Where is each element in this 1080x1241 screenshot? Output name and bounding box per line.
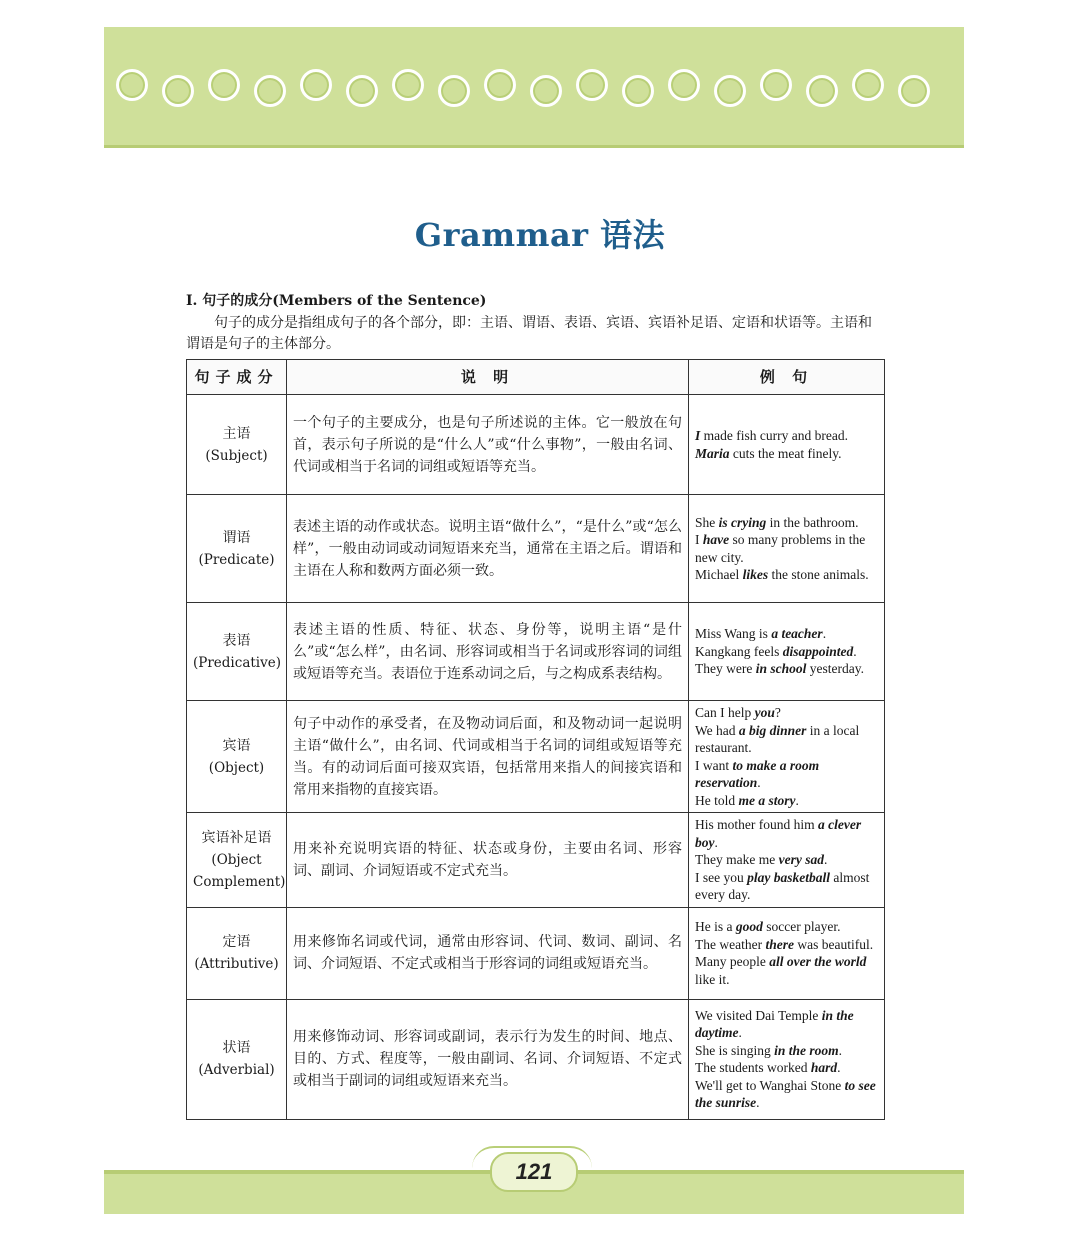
term-english: (Object Complement) [193,851,286,890]
examples-cell [689,999,885,1119]
example-sentence: They were in school yesterday. [695,661,864,677]
example-sentence: He told me a story. [695,792,799,808]
table-row [187,999,885,1119]
example-sentence: The weather there was beautiful. [695,936,874,952]
term-cell [187,701,287,813]
page-number: 121 [490,1152,578,1192]
header-banner [104,27,964,148]
decorative-circle [162,75,194,107]
example-sentence: She is crying in the bathroom. [695,514,859,530]
grammar-table [186,359,885,1120]
term-chinese: 宾语补足语 [201,829,272,846]
column-header-examples: 例 句 [689,360,885,395]
term-cell [187,999,287,1119]
description-cell: 用来补充说明宾语的特征、状态或身份，主要由名词、形容词、副词、介词短语或不定式充当。 [287,813,689,908]
example-sentence: We had a big dinner in a local restaurant. [695,722,860,755]
table-row [187,395,885,495]
decorative-circle [852,69,884,101]
description-cell: 表述主语的性质、特征、状态、身份等，说明主语“是什么”或“怎么样”，由名词、形容词或相当于名词或形容词的词组或短语等充当。表语位于连系动词之后，与之构成系表结构。 [287,603,689,701]
term-cell [187,813,287,908]
description-cell: 用来修饰动词、形容词或副词，表示行为发生的时间、地点、目的、方式、程度等，一般由副词、名词、介词短语、不定式或相当于副词的词组或短语来充当。 [287,999,689,1119]
page-title: Grammar 语法 [414,216,666,254]
decorative-circle [622,75,654,107]
table-row [187,603,885,701]
decorative-circle [116,69,148,101]
decorative-circle [254,75,286,107]
example-sentence: He is a good soccer player. [695,919,841,934]
description-cell: 句子中动作的承受者，在及物动词后面，和及物动词一起说明主语“做什么”，由名词、代词或相当于名词的词组或短语等充当。有的动词后面可接双宾语，包括常用来指人的间接宾语和常用来指物的直接宾语。 [287,701,689,813]
term-english: (Predicative) [193,654,281,671]
table-row [187,701,885,813]
example-sentence: Many people all over the world like it. [695,954,867,987]
example-sentence: She is singing in the room. [695,1042,843,1058]
description-cell: 一个句子的主要成分，也是句子所述说的主体。它一般放在句首，表示句子所说的是“什么人”或“什么事物”，一般由名词、代词或相当于名词的词组或短语等充当。 [287,395,689,495]
column-header-description: 说 明 [287,360,689,395]
description-cell: 表述主语的动作或状态。说明主语“做什么”，“是什么”或“怎么样”，一般由动词或动词短语来充当，通常在主语之后。谓语和主语在人称和数两方面必须一致。 [287,495,689,603]
decorative-circle [392,69,424,101]
decorative-circle [898,75,930,107]
table-row [187,495,885,603]
decorative-circle [668,69,700,101]
example-sentence: Can I help you? [695,705,781,720]
example-sentence: They make me very sad. [695,852,828,867]
term-english: (Object) [208,759,265,776]
example-sentence: The students worked hard. [695,1060,841,1075]
decorative-circle [208,69,240,101]
term-cell [187,603,287,701]
example-sentence: We visited Dai Temple in the daytime. [695,1007,854,1040]
term-chinese: 定语 [222,934,251,950]
table-header-row [187,360,885,395]
term-english: (Attributive) [194,956,279,972]
example-sentence: I see you play basketball almost every day. [695,869,870,902]
decorative-circle [300,69,332,101]
term-english: (Adverbial) [198,1062,275,1078]
example-sentence: I have so many problems in the new city. [695,532,866,565]
decorative-circle [576,69,608,101]
term-english: (Predicate) [198,551,275,568]
decorative-circle [346,75,378,107]
example-sentence: I want to make a room reservation. [695,757,820,790]
examples-cell [689,395,885,495]
examples-cell [689,603,885,701]
decorative-circle [438,75,470,107]
column-header-term: 句子成分 [187,360,287,395]
decorative-circle [530,75,562,107]
example-sentence: We'll get to Wanghai Stone to see the sunrise. [695,1077,876,1110]
term-chinese: 宾语 [222,737,251,754]
example-sentence: His mother found him a clever boy. [695,817,862,850]
table-row [187,813,885,908]
term-english: (Subject) [205,447,268,464]
section-heading: Ⅰ. 句子的成分(Members of the Sentence) [186,293,487,309]
examples-cell [689,907,885,999]
table-row [187,907,885,999]
decorative-circle [806,75,838,107]
decorative-circle [714,75,746,107]
term-chinese: 主语 [222,425,251,442]
term-cell [187,395,287,495]
decorative-circle [760,69,792,101]
term-chinese: 谓语 [222,529,251,546]
examples-cell [689,495,885,603]
term-chinese: 状语 [222,1040,251,1056]
term-chinese: 表语 [222,632,251,649]
term-cell [187,495,287,603]
example-sentence: Michael likes the stone animals. [695,567,869,582]
example-sentence: Kangkang feels disappointed. [695,643,857,659]
examples-cell [689,813,885,908]
examples-cell [689,701,885,813]
example-sentence: Miss Wang is a teacher. [695,626,827,642]
example-sentence: I made fish curry and bread. [695,428,848,443]
decorative-circle [484,69,516,101]
section-intro: 句子的成分是指组成句子的各个部分，即：主语、谓语、表语、宾语、宾语补足语、定语和状语等。主语和谓语是句子的主体部分。 [186,315,872,352]
term-cell [187,907,287,999]
description-cell: 用来修饰名词或代词，通常由形容词、代词、数词、副词、名词、介词短语、不定式或相当于形容词的词组或短语充当。 [287,907,689,999]
example-sentence: Maria cuts the meat finely. [695,445,842,461]
decorative-circles [116,63,956,113]
